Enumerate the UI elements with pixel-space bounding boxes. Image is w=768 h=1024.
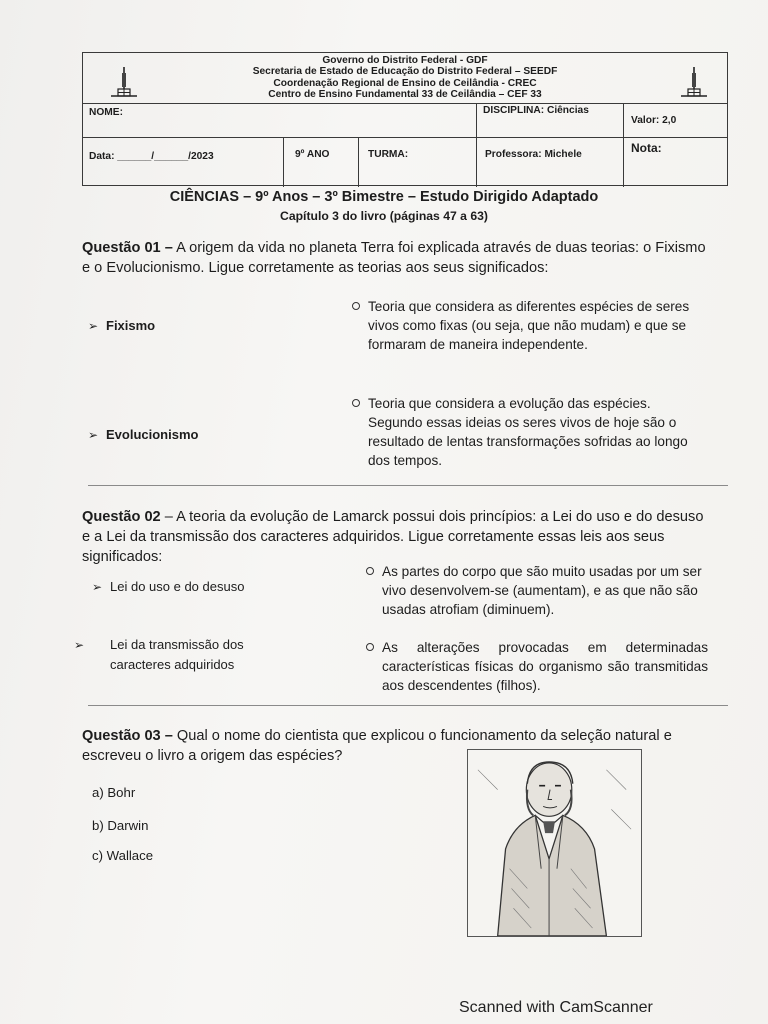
q3-option-a[interactable]: a) Bohr [92,785,136,800]
school-logo-icon [679,65,709,101]
header-table [82,52,728,186]
q2-definition-1[interactable]: As partes do corpo que são muito usadas por um ser vivo desenvolvem-se (aumentam), e as que não são usadas atrofiam (diminuem). [382,562,708,619]
q2-item-uso-desuso[interactable]: ➢ Lei do uso e do desuso [92,579,245,594]
school-logo-icon [109,65,139,101]
q2-definition-2[interactable]: As alterações provocadas em determinadas características físicas do organismo são transmitidas aos descendentes (filhos). [382,638,708,695]
worksheet-title: CIÊNCIAS – 9º Anos – 3º Bimestre – Estudo Dirigido Adaptado [169,189,599,205]
q3-option-c[interactable]: c) Wallace [92,848,154,863]
arrow-bullet-icon: ➢ [88,319,99,333]
table-divider [83,103,727,104]
institution-line: Secretaria de Estado de Educação do Distrito Federal – SEEDF [252,66,558,78]
table-divider [83,137,727,138]
institution-line: Governo do Distrito Federal - GDF [322,55,488,66]
question-2-prompt [82,507,712,567]
q1-definition-2[interactable]: Teoria que considera a evolução das espécies. Segundo essas ideias os seres vivos de hoje são o resultado de lentas transformações sofridas ao longo dos tempos. [368,394,706,470]
table-divider [476,103,477,187]
q1-definition-1[interactable]: Teoria que considera as diferentes espécies de seres vivos como fixas (ou seja, que não mudam) e que se formaram de maneira independente. [368,297,706,354]
table-divider [283,137,284,187]
valor-label: Valor: 2,0 [631,115,677,126]
institution-line: Centro de Ensino Fundamental 33 de Ceilândia – CEF 33 [268,89,542,101]
worksheet-subtitle: Capítulo 3 do livro (páginas 47 a 63) [280,209,488,223]
arrow-bullet-icon: ➢ [92,580,103,594]
professora-label: Professora: Michele [485,149,582,160]
scanner-watermark: Scanned with CamScanner [459,999,653,1016]
question-3-text: Qual o nome do cientista que explicou o funcionamento da seleção natural e escreveu o livro a origem das espécies? [82,728,672,764]
question-1-text: A origem da vida no planeta Terra foi explicada através de duas teorias: o Fixismo e o Evolucionismo. Ligue corretamente as teorias aos seus significados: [82,240,706,276]
q1-item-fixismo[interactable]: ➢ Fixismo [88,318,156,333]
question-2-label: Questão 02 [82,509,161,525]
question-2-text: – A teoria da evolução de Lamarck possui dois princípios: a Lei do uso e do desuso e a Lei da transmissão dos caracteres adquiridos. Ligue corretamente essas leis aos seus significados: [82,509,704,565]
question-1-label: Questão 01 – [82,240,173,256]
circle-bullet-icon [366,567,374,575]
arrow-bullet-icon: ➢ [74,638,85,652]
arrow-bullet-icon: ➢ [88,428,99,442]
question-3-label: Questão 03 – [82,728,173,744]
turma-field-label[interactable]: TURMA: [368,149,409,160]
institution-block [143,55,667,101]
circle-bullet-icon [366,643,374,651]
section-divider [88,485,728,486]
nota-field-label[interactable]: Nota: [631,141,662,155]
question-1-prompt [82,238,712,278]
section-divider [88,705,728,706]
q3-option-b[interactable]: b) Darwin [92,818,149,833]
circle-bullet-icon [352,399,360,407]
table-divider [623,103,624,187]
table-divider [358,137,359,187]
ano-label: 9º ANO [295,149,330,160]
date-field[interactable]: Data: ______/______/2023 [89,151,214,162]
circle-bullet-icon [352,302,360,310]
institution-line: Coordenação Regional de Ensino de Ceilândia - CREC [273,77,537,89]
scientist-portrait-image [467,749,642,937]
q2-item-transmissao[interactable]: ➢ Lei da transmissão dos caracteres adquiridos [74,637,244,672]
nome-field-label[interactable]: NOME: [89,107,123,118]
q1-item-evolucionismo[interactable]: ➢ Evolucionismo [88,427,199,442]
disciplina-label: DISCIPLINA: Ciências [483,105,589,116]
